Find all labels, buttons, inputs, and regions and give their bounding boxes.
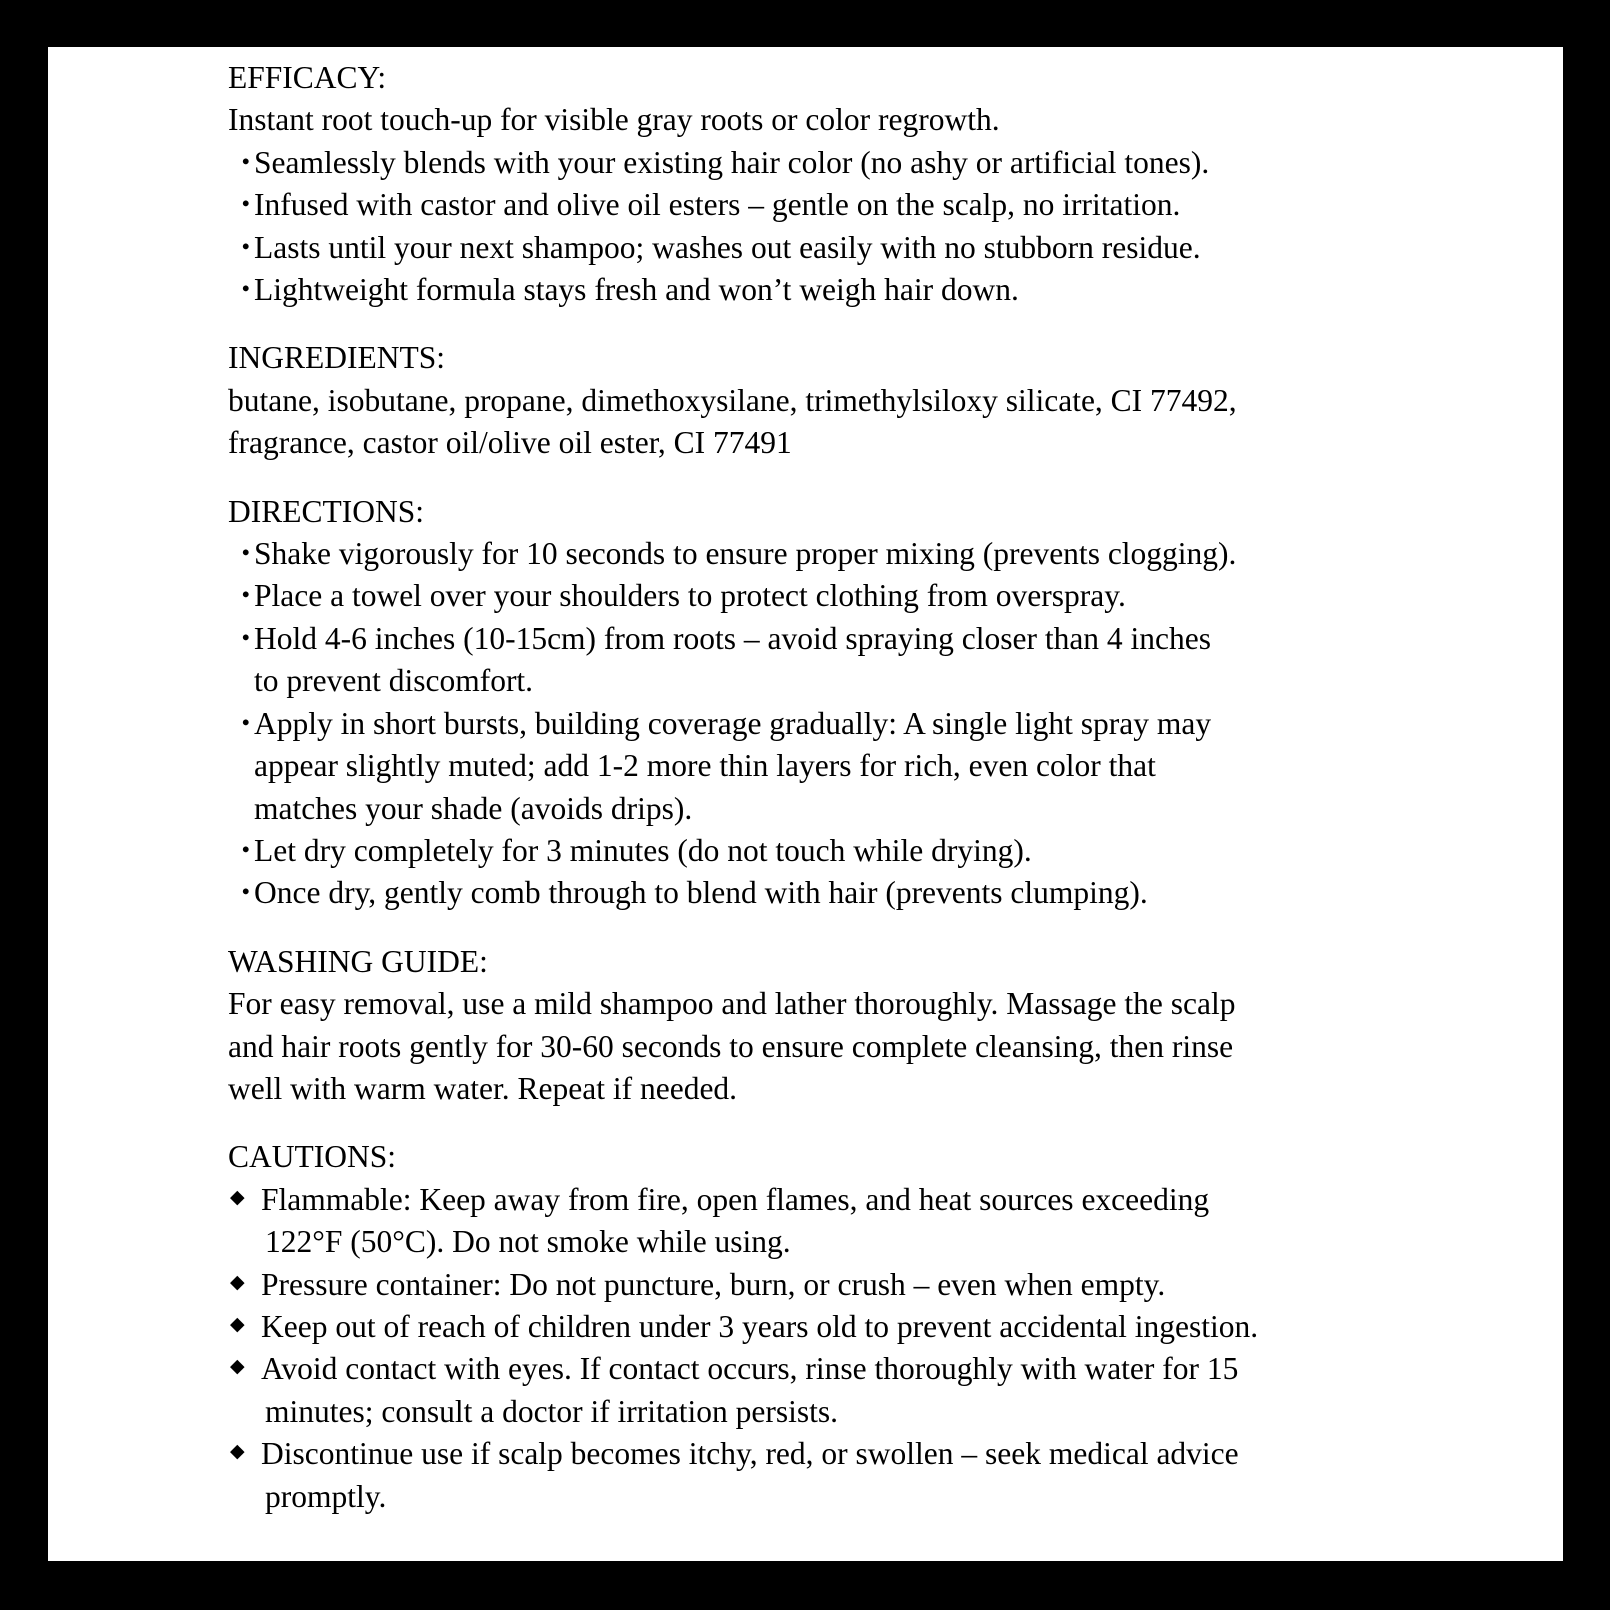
dot-bullet-icon: ・ — [230, 272, 262, 308]
efficacy-item-text: Lasts until your next shampoo; washes out easily with no stubborn residue. — [254, 229, 1201, 265]
cautions-item-text: Discontinue use if scalp becomes itchy, red, or swollen – seek medical advice — [261, 1436, 1239, 1472]
washing-line: and hair roots gently for 30-60 seconds to ensure complete cleansing, then rinse — [228, 1028, 1234, 1064]
ingredients-line: butane, isobutane, propane, dimethoxysilane, trimethylsiloxy silicate, CI 77492, — [228, 382, 1237, 418]
directions-item — [228, 872, 1388, 914]
ingredients-section — [228, 337, 1388, 464]
cautions-item — [228, 1179, 1388, 1264]
cautions-list — [228, 1179, 1388, 1518]
directions-item-text: Hold 4-6 inches (10-15cm) from roots – avoid spraying closer than 4 inches — [254, 620, 1212, 656]
dot-bullet-icon: ・ — [230, 578, 262, 614]
cautions-item-text: Keep out of reach of children under 3 years old to prevent accidental ingestion. — [261, 1308, 1259, 1344]
directions-item-text: matches your shade (avoids drips). — [254, 790, 693, 826]
diamond-bullet-icon: ◆ — [230, 1441, 245, 1463]
label-panel — [48, 47, 1563, 1561]
ingredients-line: fragrance, castor oil/olive oil ester, CI 77491 — [228, 425, 792, 461]
cautions-heading: CAUTIONS: — [228, 1139, 397, 1175]
dot-bullet-icon: ・ — [230, 875, 262, 911]
directions-item-text: to prevent discomfort. — [254, 663, 534, 699]
directions-item — [228, 618, 1388, 703]
efficacy-item — [228, 227, 1388, 269]
efficacy-intro: Instant root touch-up for visible gray roots or color regrowth. — [228, 102, 1000, 138]
directions-item — [228, 703, 1388, 830]
cautions-item — [228, 1306, 1388, 1348]
diamond-bullet-icon: ◆ — [230, 1356, 245, 1378]
efficacy-list — [228, 142, 1388, 312]
directions-item-text: Apply in short bursts, building coverage gradually: A single light spray may — [254, 705, 1212, 741]
directions-item — [228, 533, 1388, 575]
dot-bullet-icon: ・ — [230, 620, 262, 656]
efficacy-item-text: Infused with castor and olive oil esters – gentle on the scalp, no irritation. — [254, 187, 1181, 223]
washing-line: For easy removal, use a mild shampoo and lather thoroughly. Massage the scalp — [228, 986, 1236, 1022]
directions-item-text: Let dry completely for 3 minutes (do not touch while drying). — [254, 832, 1032, 868]
efficacy-item — [228, 269, 1388, 311]
efficacy-item-text: Seamlessly blends with your existing hair color (no ashy or artificial tones). — [254, 144, 1210, 180]
cautions-item — [228, 1348, 1388, 1433]
directions-item — [228, 830, 1388, 872]
directions-heading: DIRECTIONS: — [228, 493, 424, 529]
cautions-item — [228, 1264, 1388, 1306]
dot-bullet-icon: ・ — [230, 705, 262, 741]
directions-item-text: Shake vigorously for 10 seconds to ensure proper mixing (prevents clogging). — [254, 536, 1237, 572]
dot-bullet-icon: ・ — [230, 187, 262, 223]
cautions-item-text: 122°F (50°C). Do not smoke while using. — [265, 1224, 791, 1260]
cautions-item-text: Pressure container: Do not puncture, burn, or crush – even when empty. — [261, 1266, 1166, 1302]
dot-bullet-icon: ・ — [230, 832, 262, 868]
washing-section — [228, 941, 1388, 1111]
ingredients-heading: INGREDIENTS: — [228, 340, 445, 376]
washing-heading: WASHING GUIDE: — [228, 943, 488, 979]
diamond-bullet-icon: ◆ — [230, 1186, 245, 1208]
cautions-item-text: promptly. — [265, 1478, 387, 1514]
dot-bullet-icon: ・ — [230, 229, 262, 265]
efficacy-heading: EFFICACY: — [228, 60, 387, 95]
cautions-item-text: minutes; consult a doctor if irritation persists. — [265, 1393, 839, 1429]
directions-section — [228, 491, 1388, 915]
efficacy-section — [228, 57, 1388, 311]
dot-bullet-icon: ・ — [230, 536, 262, 572]
directions-item — [228, 575, 1388, 617]
efficacy-item — [228, 142, 1388, 184]
diamond-bullet-icon: ◆ — [230, 1313, 245, 1335]
washing-line: well with warm water. Repeat if needed. — [228, 1070, 738, 1106]
diamond-bullet-icon: ◆ — [230, 1271, 245, 1293]
directions-item-text: Once dry, gently comb through to blend with hair (prevents clumping). — [254, 875, 1148, 911]
label-content — [228, 57, 1388, 1544]
dot-bullet-icon: ・ — [230, 144, 262, 180]
cautions-item-text: Avoid contact with eyes. If contact occurs, rinse thoroughly with water for 15 — [261, 1351, 1239, 1387]
cautions-item-text: Flammable: Keep away from fire, open flames, and heat sources exceeding — [261, 1181, 1210, 1217]
cautions-item — [228, 1433, 1388, 1518]
cautions-section — [228, 1136, 1388, 1518]
directions-item-text: appear slightly muted; add 1-2 more thin layers for rich, even color that — [254, 748, 1156, 784]
directions-item-text: Place a towel over your shoulders to protect clothing from overspray. — [254, 578, 1126, 614]
efficacy-item-text: Lightweight formula stays fresh and won’t weigh hair down. — [254, 272, 1019, 308]
directions-list — [228, 533, 1388, 915]
efficacy-item — [228, 184, 1388, 226]
